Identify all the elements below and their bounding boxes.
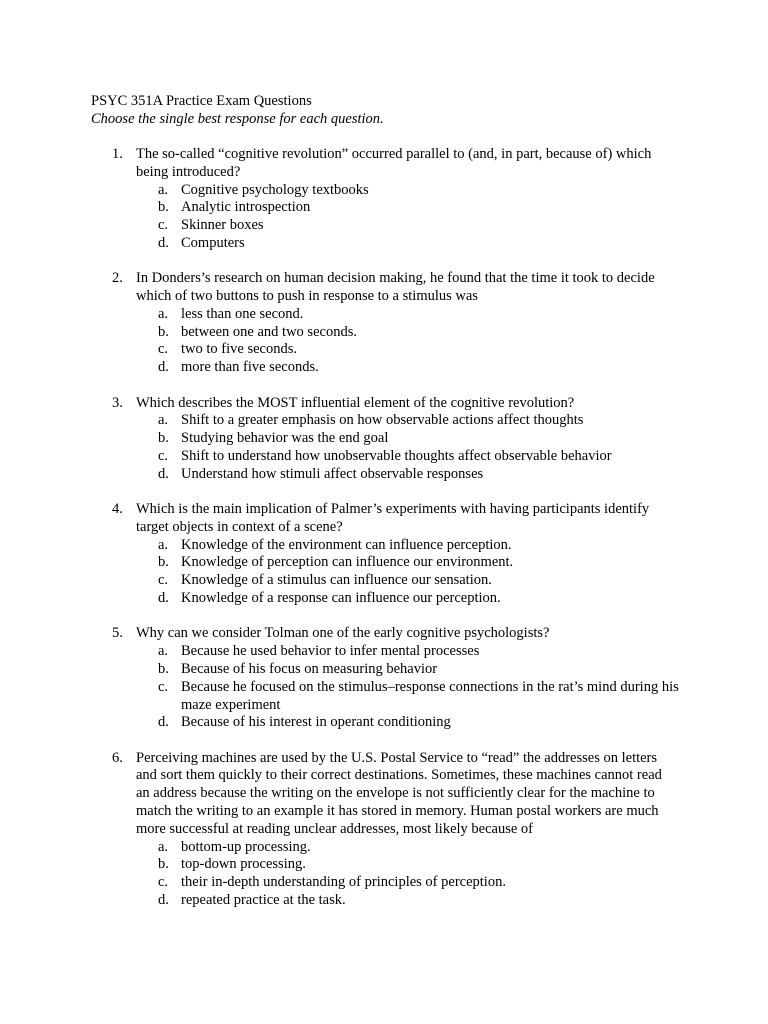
- option-text: Shift to understand how unobservable thoughts affect observable behavior: [181, 447, 612, 464]
- option-text: two to five seconds.: [181, 341, 297, 358]
- option-text: Because of his interest in operant conditioning: [181, 714, 451, 731]
- option-letter: a.: [158, 305, 169, 322]
- question-5: [0, 625, 768, 732]
- option-a: [0, 839, 768, 857]
- option-letter: b.: [158, 199, 169, 216]
- option-text: Shift to a greater emphasis on how observable actions affect thoughts: [181, 412, 584, 429]
- option-text: between one and two seconds.: [181, 323, 357, 340]
- option-letter: c.: [158, 874, 169, 891]
- option-letter: b.: [158, 430, 169, 447]
- question-list: [0, 146, 768, 927]
- option-b: [0, 554, 768, 572]
- option-text: Cognitive psychology textbooks: [181, 181, 369, 198]
- option-text: Understand how stimuli affect observable responses: [181, 465, 484, 482]
- option-letter: a.: [158, 643, 169, 660]
- option-b: [0, 199, 768, 217]
- option-letter: d.: [158, 891, 169, 908]
- option-letter: b.: [158, 323, 169, 340]
- document-title: PSYC 351A Practice Exam Questions: [91, 93, 312, 109]
- option-a: [0, 412, 768, 430]
- option-a: [0, 306, 768, 324]
- question-text: Why can we consider Tolman one of the early cognitive psychologists?: [136, 625, 550, 642]
- question-2: [0, 270, 768, 377]
- option-letter: c.: [158, 217, 169, 234]
- option-letter: d.: [158, 714, 169, 731]
- option-text: repeated practice at the task.: [181, 891, 346, 908]
- option-list: [0, 412, 768, 483]
- option-list: [0, 839, 768, 910]
- option-letter: a.: [158, 181, 169, 198]
- document-header: [91, 93, 711, 129]
- option-letter: b.: [158, 660, 169, 677]
- option-letter: c.: [158, 678, 169, 695]
- question-text: The so-called “cognitive revolution” occurred parallel to (and, in part, because of) which being introduced?: [136, 146, 652, 180]
- option-letter: d.: [158, 590, 169, 607]
- option-c: [0, 448, 768, 466]
- option-letter: c.: [158, 341, 169, 358]
- option-d: [0, 359, 768, 377]
- option-list: [0, 537, 768, 608]
- option-letter: b.: [158, 554, 169, 571]
- option-c: [0, 679, 768, 715]
- option-text: more than five seconds.: [181, 359, 319, 376]
- question-4: [0, 501, 768, 608]
- option-b: [0, 856, 768, 874]
- option-text: less than one second.: [181, 305, 304, 322]
- instructions-text: Choose the single best response for each question.: [91, 110, 384, 127]
- option-a: [0, 182, 768, 200]
- question-6: [0, 750, 768, 910]
- option-list: [0, 643, 768, 732]
- question-text: Which describes the MOST influential element of the cognitive revolution?: [136, 394, 575, 411]
- option-text: bottom-up processing.: [181, 838, 311, 855]
- option-letter: d.: [158, 465, 169, 482]
- question-3: [0, 395, 768, 484]
- question-text: Perceiving machines are used by the U.S. Postal Service to “read” the addresses on letters and sort them quickly to their correct destinations. Sometimes, these machines cannot read an address because the writing on the envelope is not sufficiently clear for the machine to match the writing to an example it has stored in memory. Human postal workers are much more successful at reading unclear addresses, most likely because of: [136, 749, 662, 837]
- option-text: Knowledge of the environment can influence perception.: [181, 536, 512, 553]
- option-b: [0, 430, 768, 448]
- option-c: [0, 341, 768, 359]
- option-b: [0, 324, 768, 342]
- option-text: Knowledge of perception can influence our environment.: [181, 554, 514, 571]
- option-text: Because he used behavior to infer mental processes: [181, 643, 480, 660]
- option-d: [0, 235, 768, 253]
- option-c: [0, 217, 768, 235]
- question-number: 5.: [112, 625, 123, 642]
- option-letter: c.: [158, 447, 169, 464]
- option-text: Analytic introspection: [181, 199, 311, 216]
- option-list: [0, 182, 768, 253]
- option-letter: c.: [158, 572, 169, 589]
- option-text: their in-depth understanding of principles of perception.: [181, 874, 506, 891]
- option-c: [0, 874, 768, 892]
- option-letter: a.: [158, 412, 169, 429]
- option-d: [0, 892, 768, 910]
- question-number: 4.: [112, 501, 123, 518]
- question-number: 3.: [112, 394, 123, 411]
- option-b: [0, 661, 768, 679]
- option-text: Knowledge of a stimulus can influence our sensation.: [181, 572, 492, 589]
- option-d: [0, 590, 768, 608]
- option-letter: d.: [158, 234, 169, 251]
- option-text: Because of his focus on measuring behavior: [181, 660, 438, 677]
- option-a: [0, 643, 768, 661]
- option-text: top-down processing.: [181, 856, 306, 873]
- option-text: Because he focused on the stimulus–response connections in the rat’s mind during his maze experiment: [181, 678, 679, 713]
- question-number: 1.: [112, 146, 123, 162]
- option-text: Skinner boxes: [181, 217, 264, 234]
- option-c: [0, 572, 768, 590]
- option-a: [0, 537, 768, 555]
- option-text: Studying behavior was the end goal: [181, 430, 389, 447]
- option-letter: b.: [158, 856, 169, 873]
- question-1: [0, 146, 768, 253]
- option-letter: d.: [158, 359, 169, 376]
- option-text: Knowledge of a response can influence our perception.: [181, 590, 501, 607]
- option-list: [0, 306, 768, 377]
- question-number: 6.: [112, 749, 123, 766]
- question-text: In Donders’s research on human decision making, he found that the time it took to decide which of two buttons to push in response to a stimulus was: [136, 270, 655, 305]
- option-d: [0, 714, 768, 732]
- question-number: 2.: [112, 270, 123, 287]
- question-text: Which is the main implication of Palmer’s experiments with having participants identify target objects in context of a scene?: [136, 501, 650, 535]
- option-letter: a.: [158, 838, 169, 855]
- option-text: Computers: [181, 234, 245, 251]
- option-letter: a.: [158, 536, 169, 553]
- option-d: [0, 466, 768, 484]
